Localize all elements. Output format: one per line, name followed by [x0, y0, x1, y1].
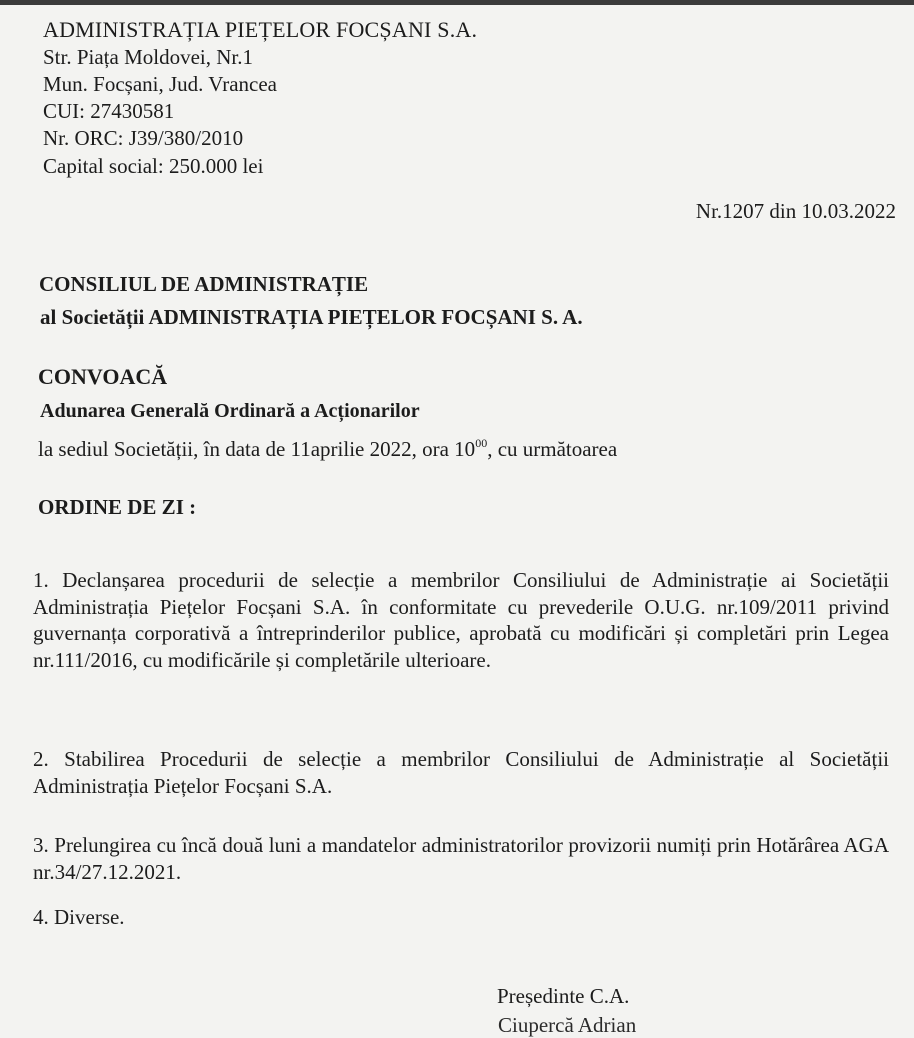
company-city: Mun. Focșani, Jud. Vrancea	[43, 72, 277, 96]
agenda-item-1: 1. Declanșarea procedurii de selecție a membrilor Consiliului de Administrație ai Societății Administrația Piețelor Focșani S.A. în conformitate cu prevederile O.U.G. nr.109/2011 privind guvernanța corporativă a întreprinderilor publice, aprobată cu modificări și completări prin Legea nr.111/2016, cu modificările și completările ulterioare.	[33, 568, 889, 672]
company-capital: Capital social: 250.000 lei	[43, 154, 264, 178]
venue-text-end: , cu următoarea	[487, 437, 618, 461]
venue-time-superscript: 00	[475, 436, 488, 450]
agenda-item-3: 3. Prelungirea cu încă două luni a mandatelor administratorilor provizorii numiți prin Hotărârea AGA nr.34/27.12.2021.	[33, 833, 889, 884]
convocation-heading: CONVOACĂ	[38, 364, 168, 389]
agenda-title: ORDINE DE ZI :	[38, 495, 197, 519]
company-cui: CUI: 27430581	[43, 99, 175, 123]
board-title: CONSILIUL DE ADMINISTRAȚIE	[39, 272, 369, 296]
company-street: Str. Piața Moldovei, Nr.1	[43, 45, 253, 69]
registration-number: Nr.1207 din 10.03.2022	[695, 199, 896, 223]
signature-role: Președinte C.A.	[497, 984, 630, 1008]
venue-text: la sediul Societății, în data de 11aprilie 2022, ora 10	[38, 437, 476, 461]
company-name: ADMINISTRAȚIA PIEȚELOR FOCȘANI S.A.	[43, 17, 478, 42]
board-subtitle: al Societății ADMINISTRAȚIA PIEȚELOR FOCȘANI S. A.	[40, 305, 583, 329]
signature-name: Ciupercă Adrian	[498, 1013, 637, 1037]
venue-line	[38, 436, 617, 462]
agenda-item-4: 4. Diverse.	[33, 905, 125, 929]
agenda-item-2: 2. Stabilirea Procedurii de selecție a membrilor Consiliului de Administrație al Societății Administrația Piețelor Focșani S.A.	[33, 747, 889, 798]
company-orc: Nr. ORC: J39/380/2010	[43, 126, 244, 150]
assembly-name: Adunarea Generală Ordinară a Acționarilor	[40, 400, 420, 422]
